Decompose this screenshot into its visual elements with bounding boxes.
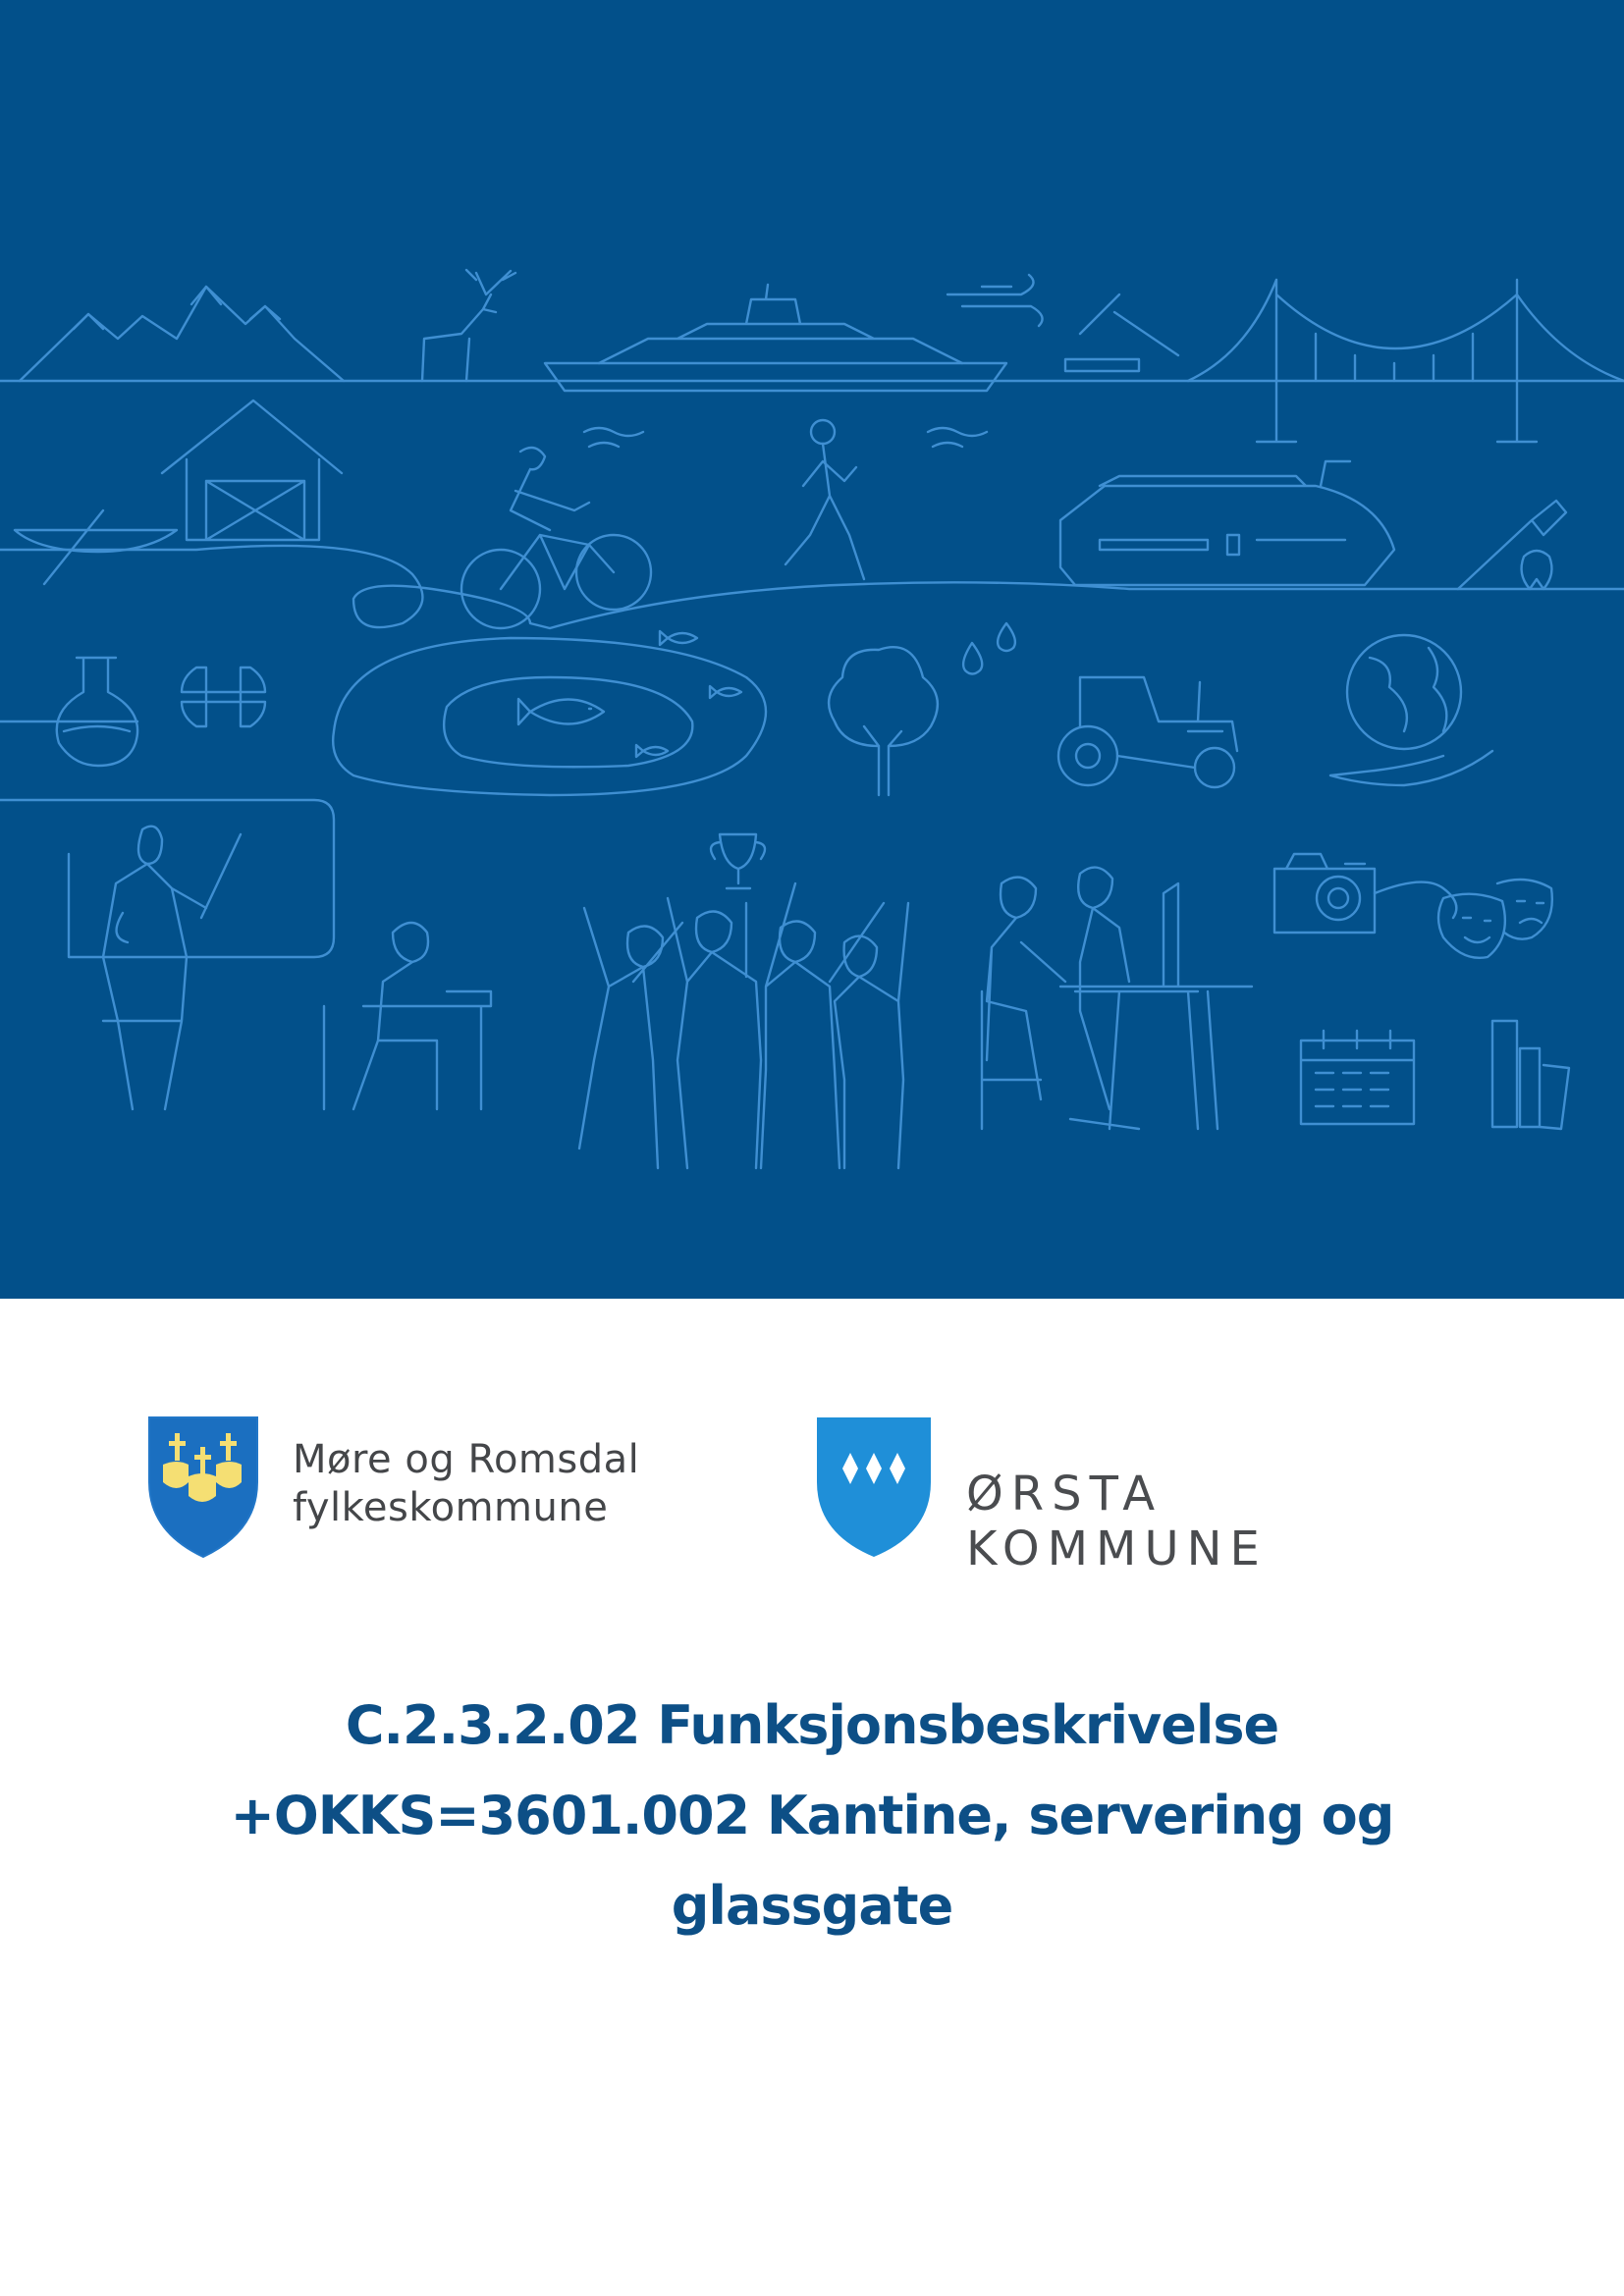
document-title-line: +OKKS=3601.002 Kantine, servering og bbox=[230, 1785, 1394, 1846]
orsta-kommune-logo bbox=[813, 1414, 1481, 1576]
winding-path bbox=[0, 546, 1624, 628]
calendar-icon bbox=[1301, 1031, 1414, 1124]
flask-icon bbox=[57, 658, 137, 766]
globe-icon bbox=[1330, 635, 1492, 785]
lake-icon bbox=[333, 638, 766, 795]
mountains-icon bbox=[20, 287, 344, 381]
celebrating-people-icon bbox=[579, 883, 908, 1168]
water-waves-icon bbox=[584, 428, 987, 447]
logos-row bbox=[0, 1414, 1624, 1580]
student-icon bbox=[324, 923, 491, 1109]
runner-icon bbox=[785, 420, 864, 579]
orsta-kommune-name: ØRSTA KOMMUNE bbox=[966, 1467, 1268, 1576]
more-og-romsdal-name: Møre og Romsdal bbox=[293, 1437, 640, 1482]
more-og-romsdal-logo bbox=[145, 1414, 695, 1561]
ferry-icon bbox=[545, 285, 1006, 391]
document-title bbox=[157, 1681, 1467, 1951]
fylkeskommune-name: fylkeskommune bbox=[293, 1485, 609, 1530]
gavel-icon bbox=[1065, 294, 1178, 371]
tooth-icon bbox=[1522, 551, 1552, 589]
deer-icon bbox=[422, 270, 515, 381]
speedboat-icon bbox=[1060, 461, 1394, 585]
tree-icon bbox=[829, 647, 938, 795]
orsta-shield-icon bbox=[813, 1414, 935, 1561]
fish-icon bbox=[518, 631, 741, 757]
camera-icon bbox=[1274, 854, 1456, 933]
theatre-masks-icon bbox=[1438, 880, 1552, 958]
boathouse-icon bbox=[162, 400, 342, 540]
more-og-romsdal-shield-icon bbox=[145, 1414, 261, 1561]
office-workers-icon bbox=[982, 868, 1252, 1129]
trophy-icon bbox=[711, 834, 765, 888]
books-icon bbox=[1492, 1021, 1569, 1129]
water-drops-icon bbox=[963, 623, 1015, 674]
wind-icon bbox=[947, 275, 1043, 326]
canoe-icon bbox=[15, 510, 177, 584]
tractor-icon bbox=[1058, 677, 1237, 787]
pattern-icon bbox=[0, 667, 265, 726]
teacher-icon bbox=[103, 827, 241, 1109]
chalkboard-icon bbox=[0, 800, 334, 957]
document-title-line: C.2.3.2.02 Funksjonsbeskrivelse bbox=[345, 1694, 1279, 1756]
bridge-icon bbox=[1188, 280, 1624, 442]
document-title-line: glassgate bbox=[671, 1875, 953, 1937]
